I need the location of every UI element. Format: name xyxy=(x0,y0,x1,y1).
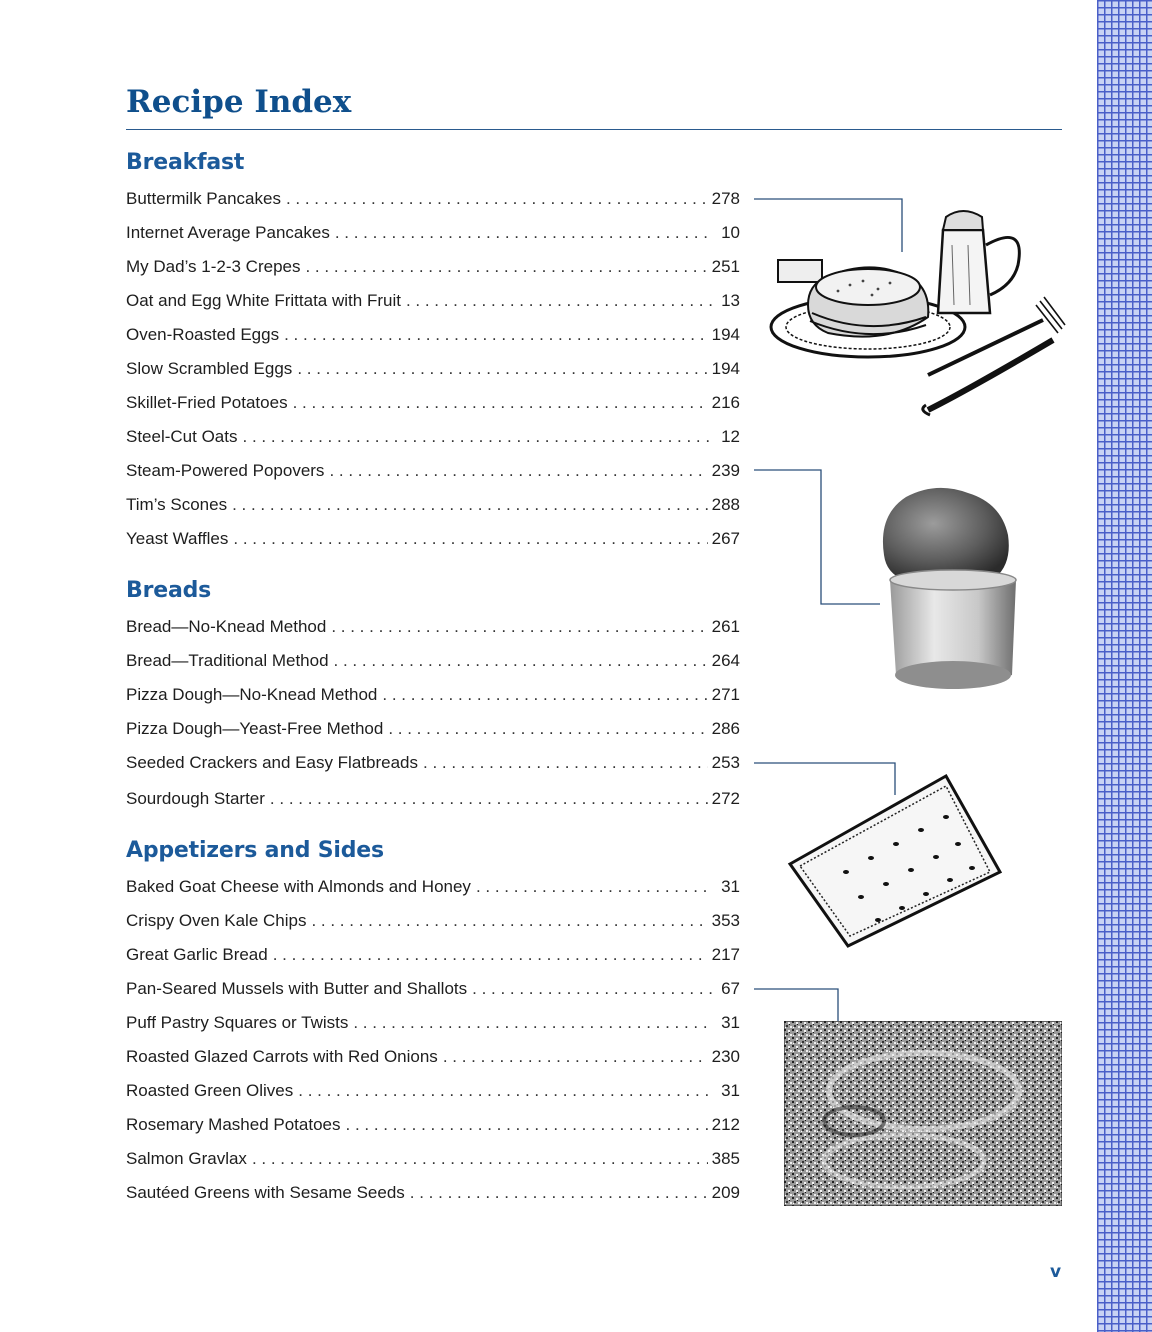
index-entry: Sautéed Greens with Sesame Seeds . . . 209 xyxy=(126,1181,740,1205)
index-entry: Internet Average Pancakes . . . 10 xyxy=(126,221,740,245)
index-entry: Steam-Powered Popovers . . . 239 xyxy=(126,459,740,483)
popover-in-tin-illustration xyxy=(876,485,1026,695)
section-heading-appetizers-and-sides: Appetizers and Sides xyxy=(126,838,384,863)
index-entry: Sourdough Starter . . . 272 xyxy=(126,787,740,811)
index-entry: Crispy Oven Kale Chips . . . 353 xyxy=(126,909,740,933)
index-entry: Seeded Crackers and Easy Flatbreads . . . 253 xyxy=(126,751,740,775)
page-number: v xyxy=(1050,1262,1062,1282)
index-entry: Buttermilk Pancakes . . . 278 xyxy=(126,187,740,211)
index-entry: My Dad’s 1-2-3 Crepes . . . 251 xyxy=(126,255,740,279)
index-entry: Roasted Green Olives . . . 31 xyxy=(126,1079,740,1103)
index-entry: Tim’s Scones . . . 288 xyxy=(126,493,740,517)
index-entry: Pizza Dough—No-Knead Method . . . 271 xyxy=(126,683,740,707)
index-entry: Oat and Egg White Frittata with Fruit . . . 13 xyxy=(126,289,740,313)
index-entry: Salmon Gravlax . . . 385 xyxy=(126,1147,740,1171)
index-entry: Bread—Traditional Method . . . 264 xyxy=(126,649,740,673)
cracker-illustration xyxy=(786,772,1012,952)
index-entry: Great Garlic Bread . . . 217 xyxy=(126,943,740,967)
index-entry: Slow Scrambled Eggs . . . 194 xyxy=(126,357,740,381)
index-entry: Pan-Seared Mussels with Butter and Shallots . . . 67 xyxy=(126,977,740,1001)
index-entry: Baked Goat Cheese with Almonds and Honey . . . 31 xyxy=(126,875,740,899)
index-entry: Oven-Roasted Eggs . . . 194 xyxy=(126,323,740,347)
mussels-photo-illustration xyxy=(784,1021,1062,1206)
index-entry: Skillet-Fried Potatoes . . . 216 xyxy=(126,391,740,415)
pancakes-with-syrup-and-cutlery-illustration xyxy=(768,205,1068,420)
index-entry: Puff Pastry Squares or Twists . . . 31 xyxy=(126,1011,740,1035)
index-entry: Yeast Waffles . . . 267 xyxy=(126,527,740,551)
page-title: Recipe Index xyxy=(126,84,352,120)
index-entry: Bread—No-Knead Method . . . 261 xyxy=(126,615,740,639)
index-entry: Roasted Glazed Carrots with Red Onions . . . 230 xyxy=(126,1045,740,1069)
section-heading-breakfast: Breakfast xyxy=(126,150,245,175)
index-entry: Pizza Dough—Yeast-Free Method . . . 286 xyxy=(126,717,740,741)
index-entry: Rosemary Mashed Potatoes . . . 212 xyxy=(126,1113,740,1137)
section-heading-breads: Breads xyxy=(126,578,212,603)
index-entry: Steel-Cut Oats . . . 12 xyxy=(126,425,740,449)
